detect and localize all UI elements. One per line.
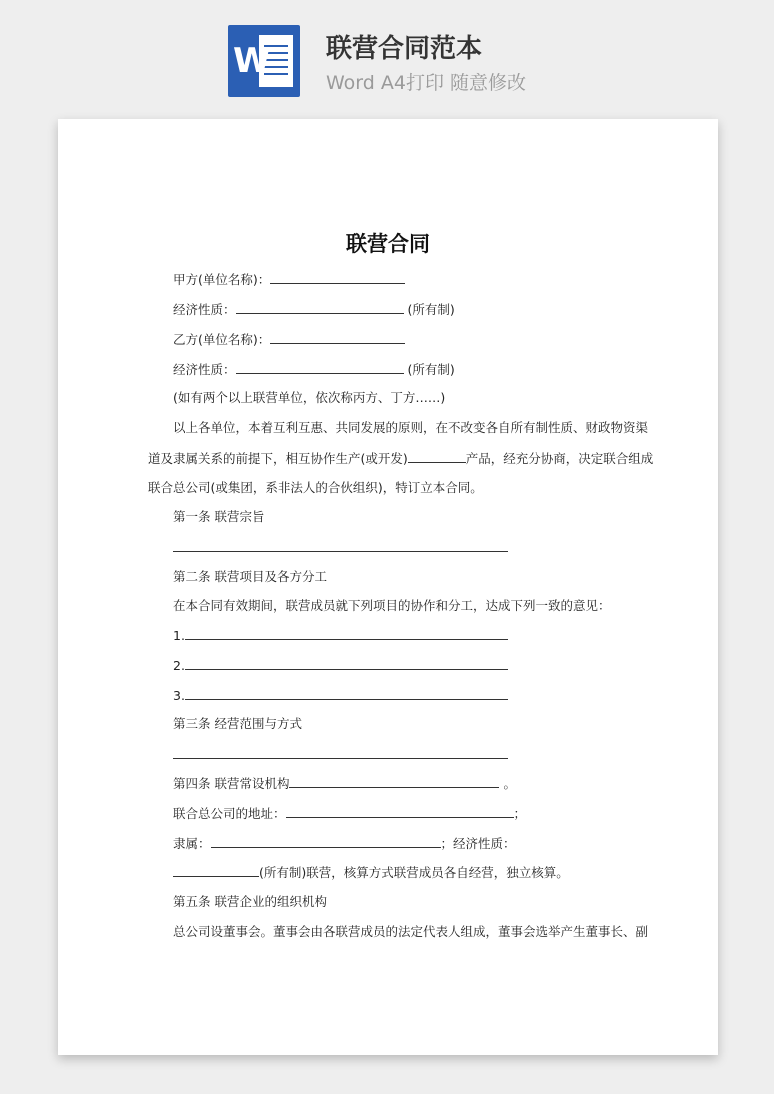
party-a-nature-line <box>173 299 455 320</box>
economic-nature-blank <box>236 299 404 314</box>
party-a-blank <box>270 269 405 284</box>
party-a-line <box>173 269 405 290</box>
template-subtitle: Word A4打印 随意修改 <box>326 72 527 94</box>
template-title: 联营合同范本 <box>326 34 483 64</box>
party-b-blank <box>270 329 405 344</box>
article-4-heading-line <box>173 773 516 794</box>
preamble-2a: 道及隶属关系的前提下，相互协作生产(或开发) <box>148 451 408 466</box>
article-4-period: 。 <box>503 776 516 791</box>
word-icon-letter: W <box>233 41 271 81</box>
economic-nature-label: 经济性质： <box>173 302 236 317</box>
list-item <box>173 655 508 676</box>
article-2-text: 在本合同有效期间，联营成员就下列项目的协作和分工，达成下列一致的意见： <box>173 598 611 613</box>
article-1-blank <box>173 537 508 552</box>
economic-nature-blank <box>236 359 404 374</box>
address-line <box>173 803 526 824</box>
party-b-line <box>173 329 405 350</box>
ownership-suffix: (所有制) <box>407 302 455 317</box>
party-b-nature-line <box>173 359 455 380</box>
item-blank <box>185 655 508 670</box>
page-header <box>0 0 774 110</box>
ownership-blank <box>173 862 259 877</box>
economic-nature-label-2: ；经济性质： <box>440 836 516 851</box>
list-item <box>173 685 508 706</box>
article-2-heading: 第二条 联营项目及各方分工 <box>173 569 327 584</box>
article-5-heading: 第五条 联营企业的组织机构 <box>173 894 327 909</box>
affiliation-line <box>173 833 516 854</box>
economic-nature-label: 经济性质： <box>173 362 236 377</box>
item-blank <box>185 625 508 640</box>
list-item <box>173 625 508 646</box>
preamble-line-1: 以上各单位，本着互利互惠、共同发展的原则，在不改变各自所有制性质、财政物资渠 <box>173 420 649 435</box>
board-text: 总公司设董事会。董事会由各联营成员的法定代表人组成，董事会选举产生董事长、副 <box>173 924 649 939</box>
address-blank <box>286 803 514 818</box>
article-3-heading: 第三条 经营范围与方式 <box>173 716 302 731</box>
party-a-label: 甲方(单位名称)： <box>173 272 271 287</box>
article-3-blank-line <box>173 744 508 765</box>
item-number-1: 1. <box>173 628 185 643</box>
affiliation-blank <box>211 833 441 848</box>
address-label: 联合总公司的地址： <box>173 806 286 821</box>
preamble-2b: 产品，经充分协商，决定联合组成 <box>465 451 654 466</box>
item-blank <box>185 685 508 700</box>
article-3-blank <box>173 744 508 759</box>
item-number-3: 3. <box>173 688 185 703</box>
address-semicolon: ； <box>513 806 527 821</box>
document-title: 联营合同 <box>346 232 430 256</box>
word-document-icon <box>228 25 300 97</box>
accounting-text: (所有制)联营，核算方式联营成员各自经营，独立核算。 <box>259 865 569 880</box>
preamble-line-3: 联合总公司(或集团，系非法人的合伙组织)，特订立本合同。 <box>148 480 483 495</box>
affiliation-label: 隶属： <box>173 836 211 851</box>
article-1-blank-line <box>173 537 508 558</box>
party-note: (如有两个以上联营单位，依次称丙方、丁方……) <box>173 390 446 405</box>
ownership-suffix: (所有制) <box>407 362 455 377</box>
article-4-blank <box>289 773 499 788</box>
item-number-2: 2. <box>173 658 185 673</box>
article-4-heading: 第四条 联营常设机构 <box>173 776 290 791</box>
document-page <box>58 119 718 1055</box>
accounting-line <box>173 862 569 883</box>
preamble-line-2 <box>148 448 653 469</box>
article-1-heading: 第一条 联营宗旨 <box>173 509 265 524</box>
party-b-label: 乙方(单位名称)： <box>173 332 271 347</box>
product-blank <box>408 448 466 463</box>
